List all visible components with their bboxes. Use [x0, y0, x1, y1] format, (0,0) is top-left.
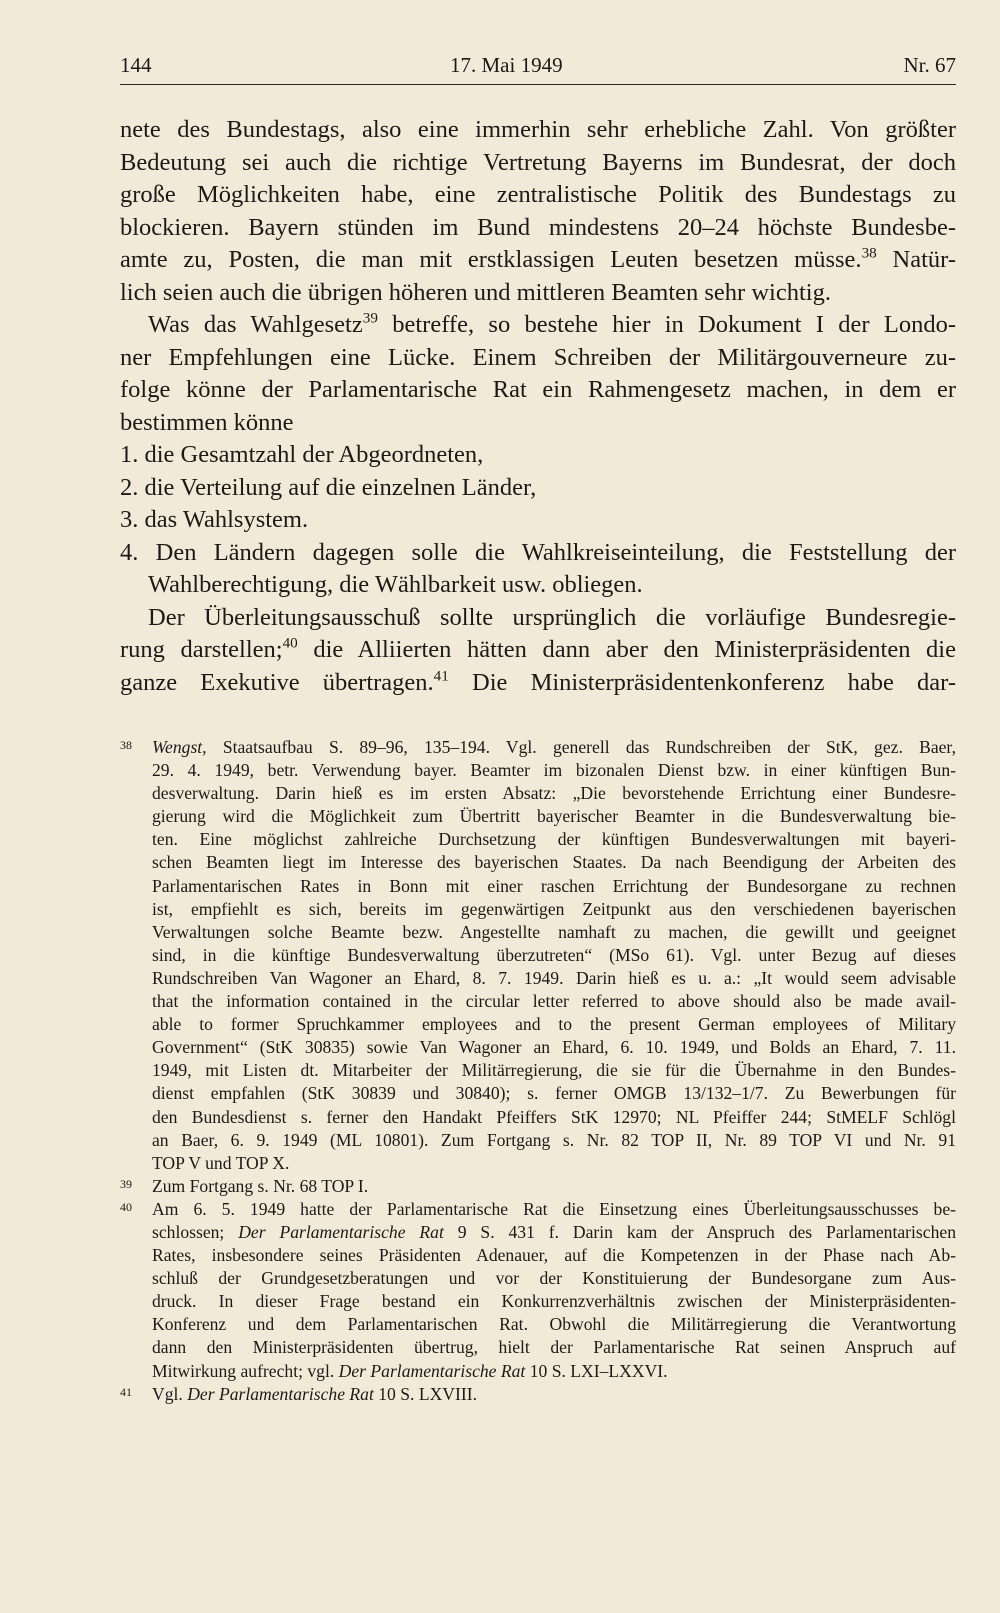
footnote-line: desverwaltung. Darin hieß es im ersten Absatz: „Die bevorstehende Errichtung einer Bundesre-: [152, 783, 956, 804]
footnote-line: [152, 736, 956, 759]
footnote-number: 40: [120, 1199, 132, 1214]
footnote-line: [152, 1360, 956, 1383]
body-line: nete des Bundestags, also eine immerhin sehr erhebliche Zahl. Von größter: [120, 116, 956, 143]
footnote-line: schluß der Grundgesetzberatungen und vor der Konstituierung der Bundesorgane zum Aus-: [152, 1268, 956, 1289]
list-item-continuation: Wahlberechtigung, die Wählbarkeit usw. obliegen.: [148, 571, 643, 598]
document-number: Nr. 67: [903, 53, 956, 77]
footnote-number: 39: [120, 1176, 132, 1191]
body-line: bestimmen könne: [120, 408, 294, 436]
body-line: blockieren. Bayern stünden im Bund mindestens 20–24 höchste Bundesbe-: [120, 213, 956, 241]
footnote-line: dann den Ministerpräsidenten übertrug, hielt der Parlamentarische Rat seinen Anspruch auf: [152, 1337, 956, 1358]
footnote-ref-40[interactable]: 40: [282, 634, 298, 652]
footnote-line: ist, empfiehlt es sich, bereits im gegenwärtigen Zeitpunkt aus den verschiedenen bayerischen: [152, 898, 956, 919]
footnote-line: that the information contained in the circular letter referred to above should also be made avail-: [152, 991, 956, 1012]
body-text: amte zu, Posten, die man mit erstklassigen Leuten besetzen müsse.: [120, 246, 862, 273]
main-text: [120, 114, 956, 699]
footnote-line: gierung wird die Möglichkeit zum Übertritt bayerischer Beamter in die Bundesverwaltung bie-: [152, 806, 956, 827]
footnotes: [120, 736, 956, 1406]
list-item: 2. die Verteilung auf die einzelnen Länder,: [120, 473, 537, 501]
footnote-38: [120, 736, 956, 1175]
footnote-line: Verwaltungen solche Beamte bezw. Angestellte namhaft zu machen, die gewillt und geeignet: [152, 921, 956, 942]
body-text: ganze Exekutive übertragen.: [120, 668, 434, 696]
body-line: lich seien auch die übrigen höheren und mittleren Beamten sehr wichtig.: [120, 278, 831, 306]
body-text: Natür-: [892, 246, 956, 273]
footnote-source-title: Der Parlamentarische Rat: [187, 1383, 374, 1404]
footnote-ref-39[interactable]: 39: [362, 309, 378, 327]
footnote-line: TOP V und TOP X.: [152, 1152, 290, 1173]
running-header: [120, 50, 956, 80]
footnote-line: [152, 1221, 956, 1244]
footnote-line: Konferenz und dem Parlamentarischen Rat. Obwohl die Militärregierung die Verantwortung: [152, 1314, 956, 1335]
footnote-text: schlossen;: [152, 1221, 239, 1242]
footnote-ref-38[interactable]: 38: [861, 244, 877, 262]
body-line: [120, 244, 956, 277]
footnote-line: sind, in die künftige Bundesverwaltung überzutreten“ (MSo 61). Vgl. unter Bezug auf dieses: [152, 944, 956, 965]
footnote-line: Parlamentarischen Rates in Bonn mit einer raschen Errichtung der Bundesorgane zu rechnen: [152, 875, 956, 896]
body-line: [120, 309, 956, 342]
body-text: Die Ministerpräsidentenkonferenz habe dar-: [472, 668, 957, 696]
footnote-41: [120, 1383, 956, 1406]
page-number: 144: [120, 53, 152, 77]
footnote-text: 9 S. 431 f. Darin kam der Anspruch des Parlamentarischen: [443, 1221, 956, 1242]
header-date: 17. Mai 1949: [450, 53, 563, 77]
footnote-line: an Baer, 6. 9. 1949 (ML 10801). Zum Fortgang s. Nr. 82 TOP II, Nr. 89 TOP VI und Nr. 91: [152, 1129, 956, 1150]
footnote-line: schen Beamten liegt im Interesse des bayerischen Staates. Da nach Beendigung der Arbeiten des: [152, 852, 956, 873]
footnote-line: druck. In dieser Frage bestand ein Konkurrenzverhältnis zwischen der Ministerpräsidenten-: [152, 1291, 956, 1312]
body-line: große Möglichkeiten habe, eine zentralistische Politik des Bundestags zu: [120, 181, 956, 208]
footnote-text: 10 S. LXI–LXXVI.: [525, 1360, 668, 1381]
body-line: [120, 634, 956, 667]
footnote-text: Staatsaufbau S. 89–96, 135–194. Vgl. generell das Rundschreiben der StK, gez. Baer,: [222, 737, 956, 757]
body-line: ner Empfehlungen eine Lücke. Einem Schreiben der Militärgouverneure zu-: [120, 343, 956, 371]
footnote-source-title: Der Parlamentarische Rat: [338, 1360, 526, 1381]
footnote-line: Government“ (StK 30835) sowie Van Wagoner an Ehard, 6. 10. 1949, und Bolds an Ehard, 7. 11.: [152, 1037, 956, 1058]
footnote-line: [152, 1383, 956, 1406]
footnote-line: Zum Fortgang s. Nr. 68 TOP I.: [152, 1175, 369, 1196]
footnote-text: Mitwirkung aufrecht; vgl.: [152, 1360, 339, 1381]
footnote-number: 41: [120, 1384, 132, 1399]
footnote-source-title: Der Parlamentarische Rat: [238, 1221, 444, 1242]
footnote-line: ten. Eine möglichst zahlreiche Durchsetzung der künftigen Bundesverwaltungen mit bayeri-: [152, 829, 956, 850]
footnote-line: dienst empfahlen (StK 30839 und 30840); s. ferner OMGB 13/132–1/7. Zu Bewerbungen für: [152, 1083, 956, 1104]
footnote-line: Rundschreiben Van Wagoner an Ehard, 8. 7. 1949. Darin hieß es u. a.: „It would seem advisable: [152, 967, 956, 988]
list-item: 3. das Wahlsystem.: [120, 506, 309, 533]
body-text: rung darstellen;: [120, 636, 283, 663]
footnote-line: den Bundesdienst s. ferner den Handakt Pfeiffers StK 12970; NL Pfeiffer 244; StMELF Schlögl: [152, 1106, 956, 1127]
body-text: Was das Wahlgesetz: [148, 311, 363, 338]
footnote-text: 10 S. LXVIII.: [373, 1383, 477, 1404]
list-item: 4. Den Ländern dagegen solle die Wahlkreiseinteilung, die Feststellung der: [120, 538, 956, 566]
footnote-text: Vgl.: [152, 1383, 188, 1404]
footnote-ref-41[interactable]: 41: [433, 667, 449, 685]
footnote-39: [120, 1175, 956, 1198]
footnote-line: able to former Spruchkammer employees and to the present German employees of Military: [152, 1014, 956, 1035]
footnote-line: 1949, mit Listen dt. Mitarbeiter der Militärregierung, die sie für die Übernahme in den Bundes-: [152, 1060, 956, 1081]
footnote-40: [120, 1198, 956, 1383]
list-item: 1. die Gesamtzahl der Abgeordneten,: [120, 441, 484, 468]
body-line: [120, 667, 956, 700]
body-line: Der Überleitungsausschuß sollte ursprünglich die vorläufige Bundesregie-: [148, 603, 956, 631]
body-line: Bedeutung sei auch die richtige Vertretung Bayerns im Bundesrat, der doch: [120, 148, 956, 176]
footnote-line: Rates, insbesondere seines Präsidenten Adenauer, auf die Kompetenzen in der Phase nach Ab-: [152, 1245, 956, 1266]
footnote-author: Wengst,: [152, 737, 207, 757]
body-line: folge könne der Parlamentarische Rat ein Rahmengesetz machen, in dem er: [120, 376, 956, 403]
footnote-line: 29. 4. 1949, betr. Verwendung bayer. Beamter im bizonalen Dienst bzw. in einer künftigen Bun-: [152, 760, 956, 781]
body-text: betreffe, so bestehe hier in Dokument I der Londo-: [392, 311, 957, 338]
header-rule: [120, 84, 956, 85]
footnote-number: 38: [120, 738, 132, 752]
footnote-line: Am 6. 5. 1949 hatte der Parlamentarische Rat die Einsetzung eines Überleitungsausschusses be-: [152, 1198, 956, 1219]
body-text: die Alliierten hätten dann aber den Ministerpräsidenten die: [313, 636, 956, 663]
